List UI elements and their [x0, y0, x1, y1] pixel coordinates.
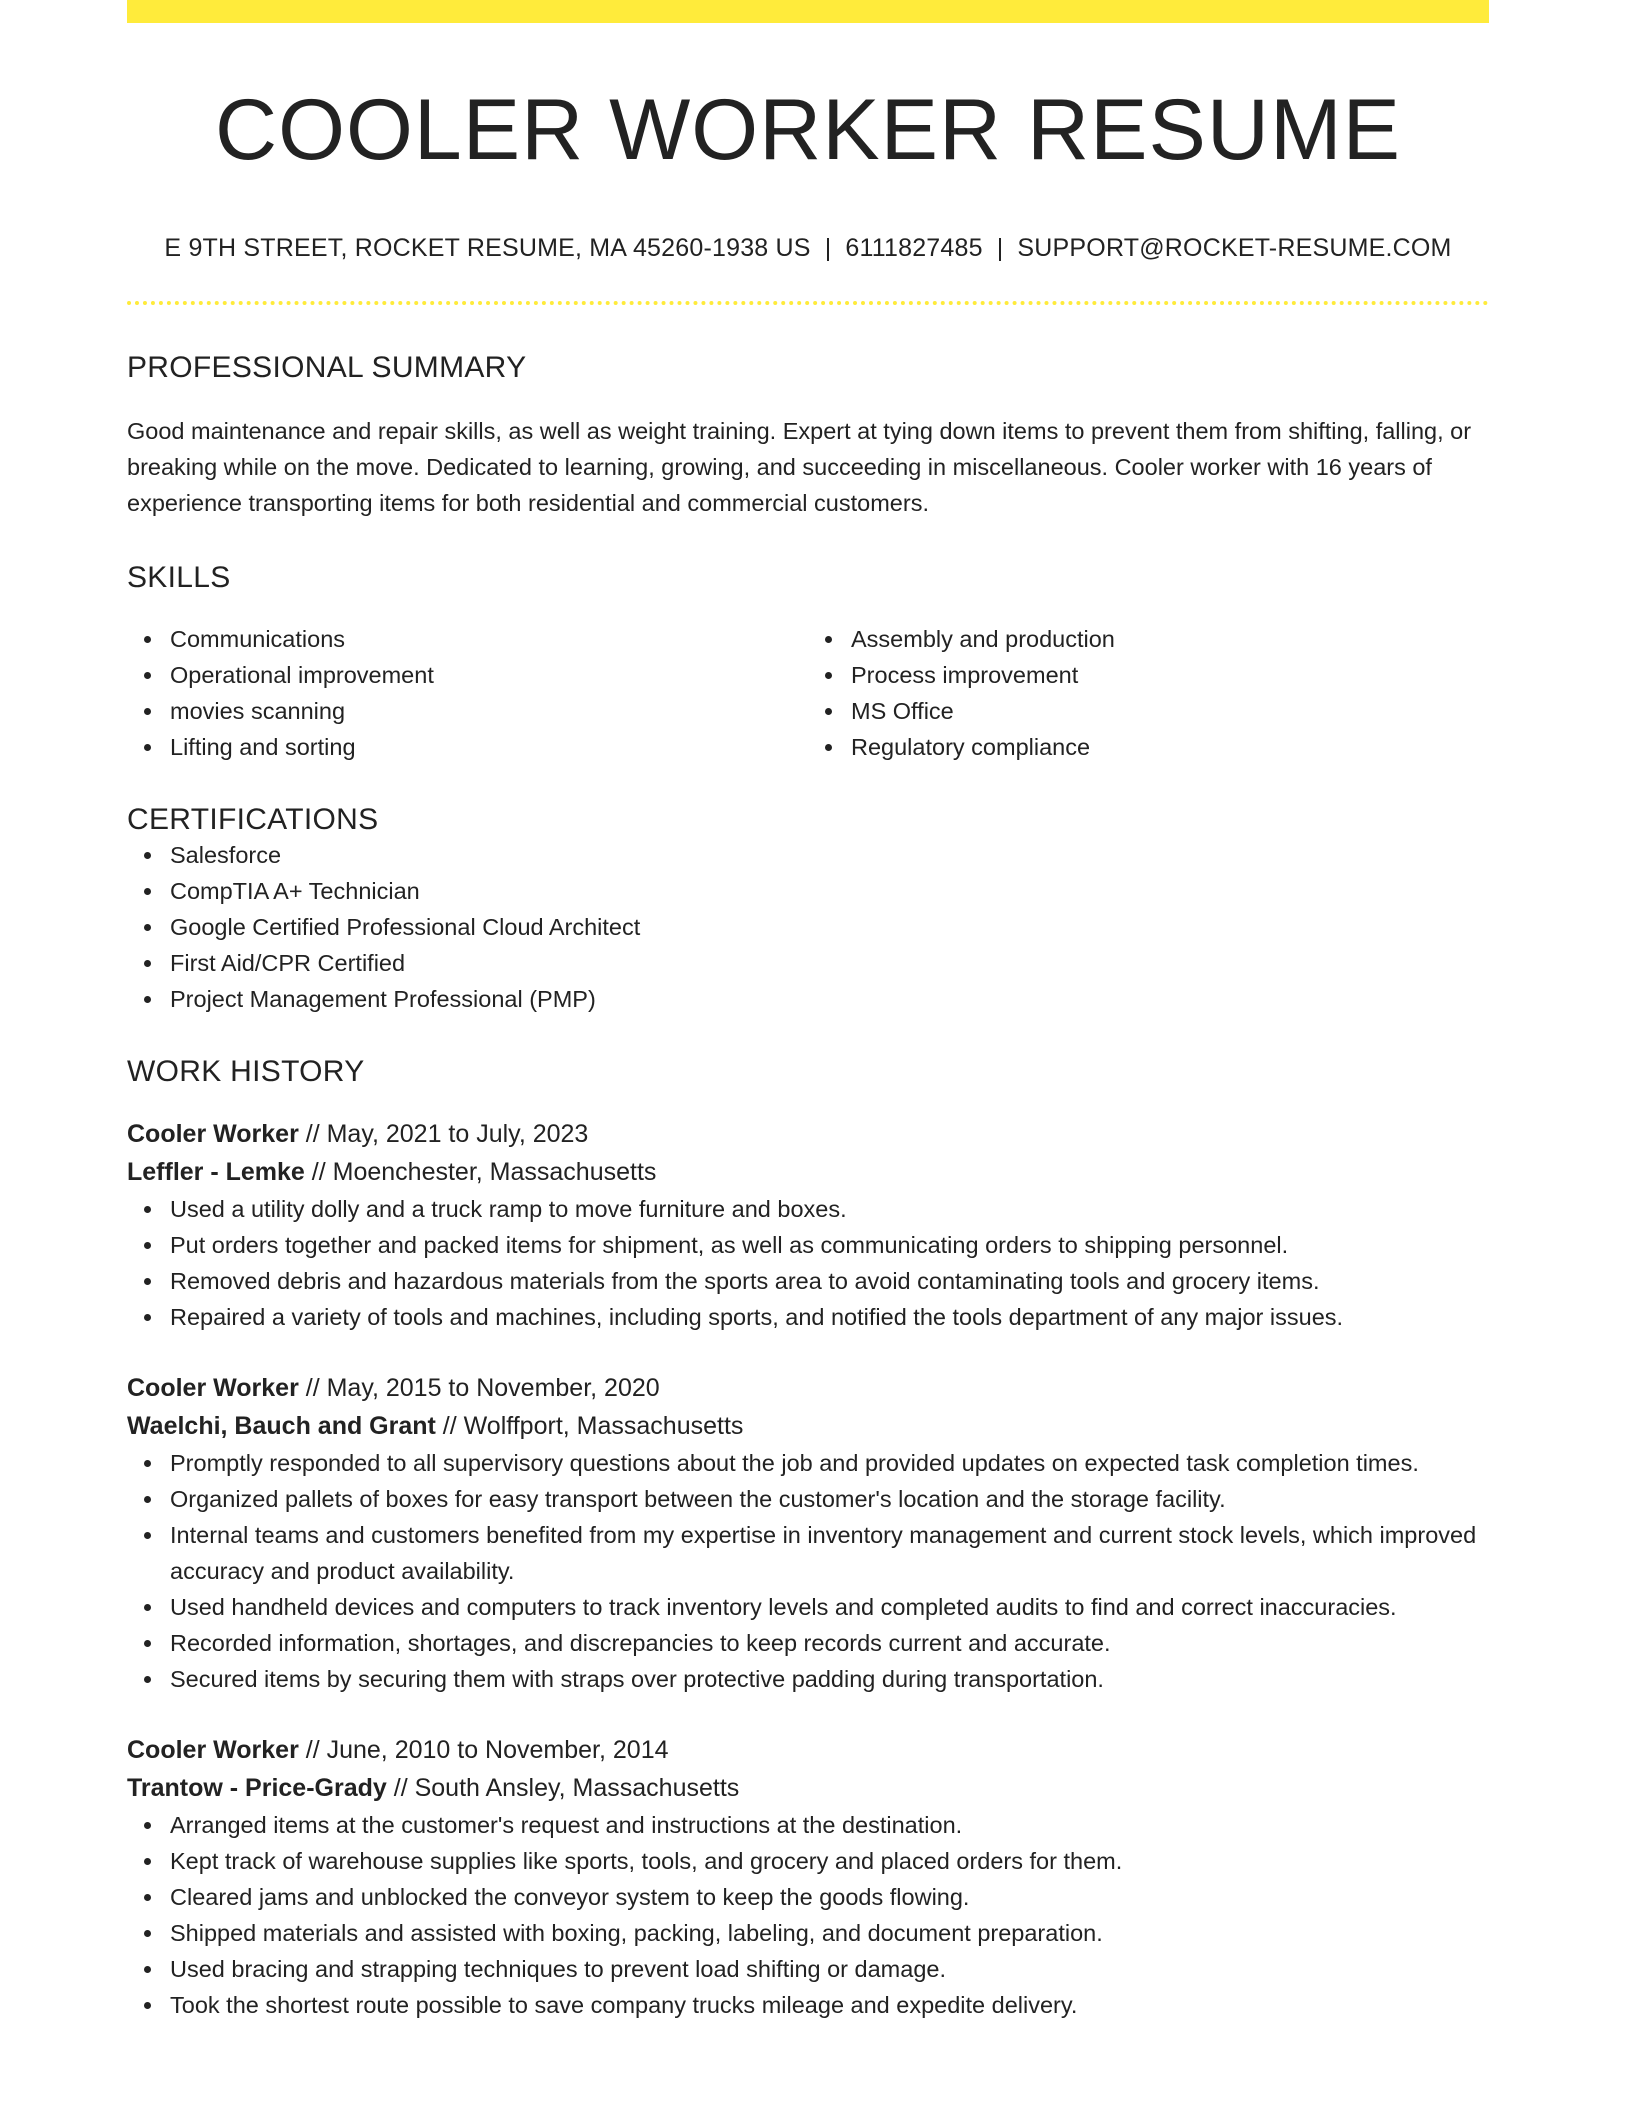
skills-column-right — [808, 621, 1489, 765]
resume-title: COOLER WORKER RESUME — [215, 82, 1401, 178]
job-company: Waelchi, Bauch and Grant — [127, 1411, 436, 1440]
accent-top-bar — [127, 0, 1489, 23]
job-bullet: Kept track of warehouse supplies like sports, tools, and grocery and placed orders for them. — [127, 1843, 1489, 1879]
job-company-line — [127, 1769, 1489, 1807]
job-dates: // June, 2010 to November, 2014 — [298, 1735, 669, 1764]
skill-item: movies scanning — [127, 693, 808, 729]
skill-item: Lifting and sorting — [127, 729, 808, 765]
skill-item: Assembly and production — [808, 621, 1489, 657]
job-bullet: Removed debris and hazardous materials from the sports area to avoid contaminating tools and grocery items. — [127, 1263, 1489, 1299]
resume-page — [127, 0, 1489, 2023]
job-bullet: Used a utility dolly and a truck ramp to move furniture and boxes. — [127, 1191, 1489, 1227]
job-bullet: Put orders together and packed items for shipment, as well as communicating orders to shipping personnel. — [127, 1227, 1489, 1263]
dotted-divider — [127, 301, 1489, 305]
job-title: Cooler Worker — [127, 1119, 299, 1148]
certification-item: Salesforce — [127, 837, 1489, 873]
job-company-line — [127, 1153, 1489, 1191]
skill-item: Communications — [127, 621, 808, 657]
certification-item: Google Certified Professional Cloud Architect — [127, 909, 1489, 945]
job-bullet: Promptly responded to all supervisory questions about the job and provided updates on expected task completion times. — [127, 1445, 1489, 1481]
job-location: // Moenchester, Massachusetts — [304, 1157, 657, 1186]
skills-list-left — [127, 621, 808, 765]
job-title: Cooler Worker — [127, 1735, 299, 1764]
skills-column-left — [127, 621, 808, 765]
job-title: Cooler Worker — [127, 1373, 299, 1402]
certification-item: First Aid/CPR Certified — [127, 945, 1489, 981]
job-title-line — [127, 1369, 1489, 1407]
skill-item: Operational improvement — [127, 657, 808, 693]
skill-item: MS Office — [808, 693, 1489, 729]
contact-separator: | — [996, 233, 1004, 262]
job-bullet: Shipped materials and assisted with boxing, packing, labeling, and document preparation. — [127, 1915, 1489, 1951]
job-bullets — [127, 1807, 1489, 2023]
job-location: // Wolffport, Massachusetts — [435, 1411, 744, 1440]
skills-list-right — [808, 621, 1489, 765]
job-bullet: Used bracing and strapping techniques to prevent load shifting or damage. — [127, 1951, 1489, 1987]
summary-text: Good maintenance and repair skills, as well as weight training. Expert at tying down items to prevent them from shifting, falling, or breaking while on the move. Dedicated to learning, growing, and succeeding in miscellaneous. Cooler worker with 16 years of experience transporting items for both residential and commercial customers. — [127, 417, 1472, 516]
job-bullet: Arranged items at the customer's request and instructions at the destination. — [127, 1807, 1489, 1843]
job-bullet: Used handheld devices and computers to track inventory levels and completed audits to find and correct inaccuracies. — [127, 1589, 1489, 1625]
job-company: Trantow - Price-Grady — [127, 1773, 387, 1802]
work-history-heading: WORK HISTORY — [127, 1054, 365, 1088]
job-bullet: Secured items by securing them with straps over protective padding during transportation. — [127, 1661, 1489, 1697]
job-entry — [127, 1731, 1489, 2023]
job-location: // South Ansley, Massachusetts — [386, 1773, 740, 1802]
job-company: Leffler - Lemke — [127, 1157, 305, 1186]
certifications-heading: CERTIFICATIONS — [127, 802, 379, 836]
skills-grid — [127, 621, 1489, 765]
contact-separator: | — [824, 233, 832, 262]
certifications-list — [127, 837, 1489, 1017]
job-entry — [127, 1369, 1489, 1697]
contact-address: E 9TH STREET, ROCKET RESUME, MA 45260-1938 US — [164, 233, 811, 262]
job-bullet: Cleared jams and unblocked the conveyor system to keep the goods flowing. — [127, 1879, 1489, 1915]
job-bullet: Organized pallets of boxes for easy transport between the customer's location and the storage facility. — [127, 1481, 1489, 1517]
certification-item: Project Management Professional (PMP) — [127, 981, 1489, 1017]
job-bullets — [127, 1445, 1489, 1697]
skill-item: Process improvement — [808, 657, 1489, 693]
job-bullet: Internal teams and customers benefited from my expertise in inventory management and current stock levels, which improved accuracy and product availability. — [127, 1517, 1489, 1589]
job-dates: // May, 2021 to July, 2023 — [298, 1119, 589, 1148]
job-bullet: Repaired a variety of tools and machines, including sports, and notified the tools department of any major issues. — [127, 1299, 1489, 1335]
contact-line — [127, 234, 1489, 263]
skill-item: Regulatory compliance — [808, 729, 1489, 765]
certification-item: CompTIA A+ Technician — [127, 873, 1489, 909]
job-bullets — [127, 1191, 1489, 1335]
contact-email: SUPPORT@ROCKET-RESUME.COM — [1017, 233, 1452, 262]
job-title-line — [127, 1731, 1489, 1769]
job-entry — [127, 1115, 1489, 1335]
job-dates: // May, 2015 to November, 2020 — [298, 1373, 660, 1402]
job-company-line — [127, 1407, 1489, 1445]
job-bullet: Took the shortest route possible to save company trucks mileage and expedite delivery. — [127, 1987, 1489, 2023]
job-bullet: Recorded information, shortages, and discrepancies to keep records current and accurate. — [127, 1625, 1489, 1661]
summary-heading: PROFESSIONAL SUMMARY — [127, 350, 527, 384]
skills-heading: SKILLS — [127, 560, 231, 594]
job-title-line — [127, 1115, 1489, 1153]
contact-phone: 6111827485 — [845, 233, 983, 262]
